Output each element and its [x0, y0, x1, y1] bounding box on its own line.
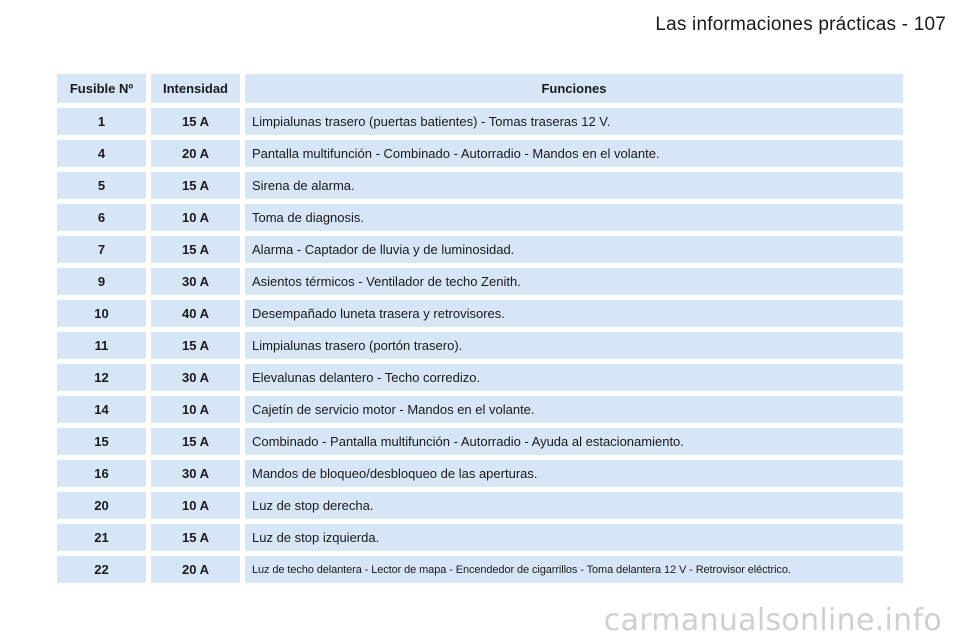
- fuse-number: 12: [57, 364, 146, 391]
- fuse-function: Cajetín de servicio motor - Mandos en el volante.: [245, 396, 903, 423]
- fuse-number: 1: [57, 108, 146, 135]
- column-header-fuse: Fusible Nº: [57, 74, 146, 103]
- table-row: [57, 556, 903, 583]
- fuse-function: Alarma - Captador de lluvia y de luminosidad.: [245, 236, 903, 263]
- table-row: [57, 492, 903, 519]
- fuse-number: 14: [57, 396, 146, 423]
- fuse-function: Asientos térmicos - Ventilador de techo Zenith.: [245, 268, 903, 295]
- table-row: [57, 300, 903, 327]
- fuse-amperage: 40 A: [151, 300, 240, 327]
- fuse-amperage: 10 A: [151, 204, 240, 231]
- fuse-number: 7: [57, 236, 146, 263]
- fuse-number: 11: [57, 332, 146, 359]
- page-title: Las informaciones prácticas - 107: [655, 14, 946, 35]
- fuse-number: 5: [57, 172, 146, 199]
- fuse-amperage: 15 A: [151, 108, 240, 135]
- fuse-amperage: 30 A: [151, 268, 240, 295]
- fuse-amperage: 15 A: [151, 236, 240, 263]
- table-row: [57, 140, 903, 167]
- fuse-function: Mandos de bloqueo/desbloqueo de las aperturas.: [245, 460, 903, 487]
- column-header-amperage: Intensidad: [151, 74, 240, 103]
- fuse-amperage: 15 A: [151, 524, 240, 551]
- fuse-number: 16: [57, 460, 146, 487]
- table-body: [57, 108, 903, 583]
- fuse-number: 21: [57, 524, 146, 551]
- fuse-amperage: 15 A: [151, 428, 240, 455]
- fuse-number: 15: [57, 428, 146, 455]
- column-header-functions: Funciones: [245, 74, 903, 103]
- fuse-number: 6: [57, 204, 146, 231]
- table-row: [57, 236, 903, 263]
- table-row: [57, 364, 903, 391]
- fuse-amperage: 15 A: [151, 172, 240, 199]
- table-row: [57, 396, 903, 423]
- fuse-function: Combinado - Pantalla multifunción - Autorradio - Ayuda al estacionamiento.: [245, 428, 903, 455]
- fuse-amperage: 20 A: [151, 140, 240, 167]
- fuse-function: Toma de diagnosis.: [245, 204, 903, 231]
- fuse-amperage: 10 A: [151, 396, 240, 423]
- fuse-function: Desempañado luneta trasera y retrovisores.: [245, 300, 903, 327]
- fuse-table: [57, 69, 903, 588]
- fuse-function: Elevalunas delantero - Techo corredizo.: [245, 364, 903, 391]
- fuse-amperage: 10 A: [151, 492, 240, 519]
- table-row: [57, 524, 903, 551]
- fuse-amperage: 15 A: [151, 332, 240, 359]
- table-row: [57, 460, 903, 487]
- table-row: [57, 268, 903, 295]
- fuse-function: Pantalla multifunción - Combinado - Autorradio - Mandos en el volante.: [245, 140, 903, 167]
- fuse-function: Sirena de alarma.: [245, 172, 903, 199]
- table-row: [57, 428, 903, 455]
- fuse-amperage: 30 A: [151, 460, 240, 487]
- fuse-number: 10: [57, 300, 146, 327]
- fuse-function: Luz de techo delantera - Lector de mapa - Encendedor de cigarrillos - Toma delantera 12 V - Retrovisor eléctrico.: [245, 556, 903, 583]
- fuse-amperage: 30 A: [151, 364, 240, 391]
- fuse-amperage: 20 A: [151, 556, 240, 583]
- fuse-number: 4: [57, 140, 146, 167]
- fuse-function: Limpialunas trasero (portón trasero).: [245, 332, 903, 359]
- watermark-text: carmanualsonline.info: [603, 603, 942, 638]
- fuse-number: 20: [57, 492, 146, 519]
- fuse-function: Luz de stop derecha.: [245, 492, 903, 519]
- fuse-function: Limpialunas trasero (puertas batientes) - Tomas traseras 12 V.: [245, 108, 903, 135]
- table-header-row: [57, 74, 903, 103]
- fuse-number: 22: [57, 556, 146, 583]
- table-row: [57, 332, 903, 359]
- table-row: [57, 172, 903, 199]
- fuse-function: Luz de stop izquierda.: [245, 524, 903, 551]
- table-row: [57, 204, 903, 231]
- table-row: [57, 108, 903, 135]
- fuse-number: 9: [57, 268, 146, 295]
